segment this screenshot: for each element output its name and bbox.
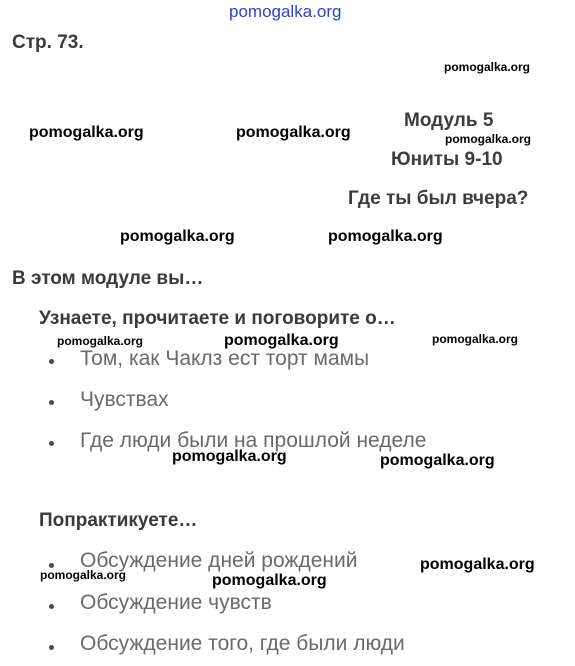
page-number: Стр. 73.	[12, 32, 84, 53]
units-label: Юниты 9-10	[391, 149, 503, 170]
module-title: Где ты был вчера?	[348, 188, 529, 209]
bullet-icon	[49, 604, 54, 609]
practice-item: Обсуждение чувств	[80, 591, 272, 614]
watermark: pomogalka.org	[224, 332, 339, 349]
watermark: pomogalka.org	[212, 572, 327, 589]
learn-item: Чувствах	[80, 388, 169, 411]
watermark: pomogalka.org	[420, 556, 535, 573]
practice-heading: Попрактикуете…	[39, 510, 198, 531]
bullet-icon	[49, 359, 54, 364]
bullet-icon	[49, 645, 54, 650]
watermark: pomogalka.org	[236, 124, 351, 141]
learn-item: Где люди были на прошлой неделе	[80, 429, 427, 452]
watermark: pomogalka.org	[328, 228, 443, 245]
watermark: pomogalka.org	[40, 568, 127, 582]
watermark: pomogalka.org	[172, 448, 287, 465]
watermark: pomogalka.org	[445, 132, 532, 146]
practice-item: Обсуждение дней рождений	[80, 549, 358, 572]
watermark: pomogalka.org	[120, 228, 235, 245]
watermark: pomogalka.org	[432, 332, 519, 346]
learn-item: Том, как Чаклз ест торт мамы	[80, 347, 370, 370]
watermark: pomogalka.org	[57, 334, 144, 348]
section-intro: В этом модуле вы…	[12, 268, 204, 289]
practice-item: Обсуждение того, где были люди	[80, 632, 405, 655]
learn-heading: Узнаете, прочитаете и поговорите о…	[39, 308, 396, 329]
bullet-icon	[49, 400, 54, 405]
watermark: pomogalka.org	[229, 2, 342, 21]
bullet-icon	[49, 441, 54, 446]
watermark: pomogalka.org	[380, 452, 495, 469]
watermark: pomogalka.org	[29, 124, 144, 141]
module-label: Модуль 5	[404, 110, 494, 131]
watermark: pomogalka.org	[444, 60, 531, 74]
